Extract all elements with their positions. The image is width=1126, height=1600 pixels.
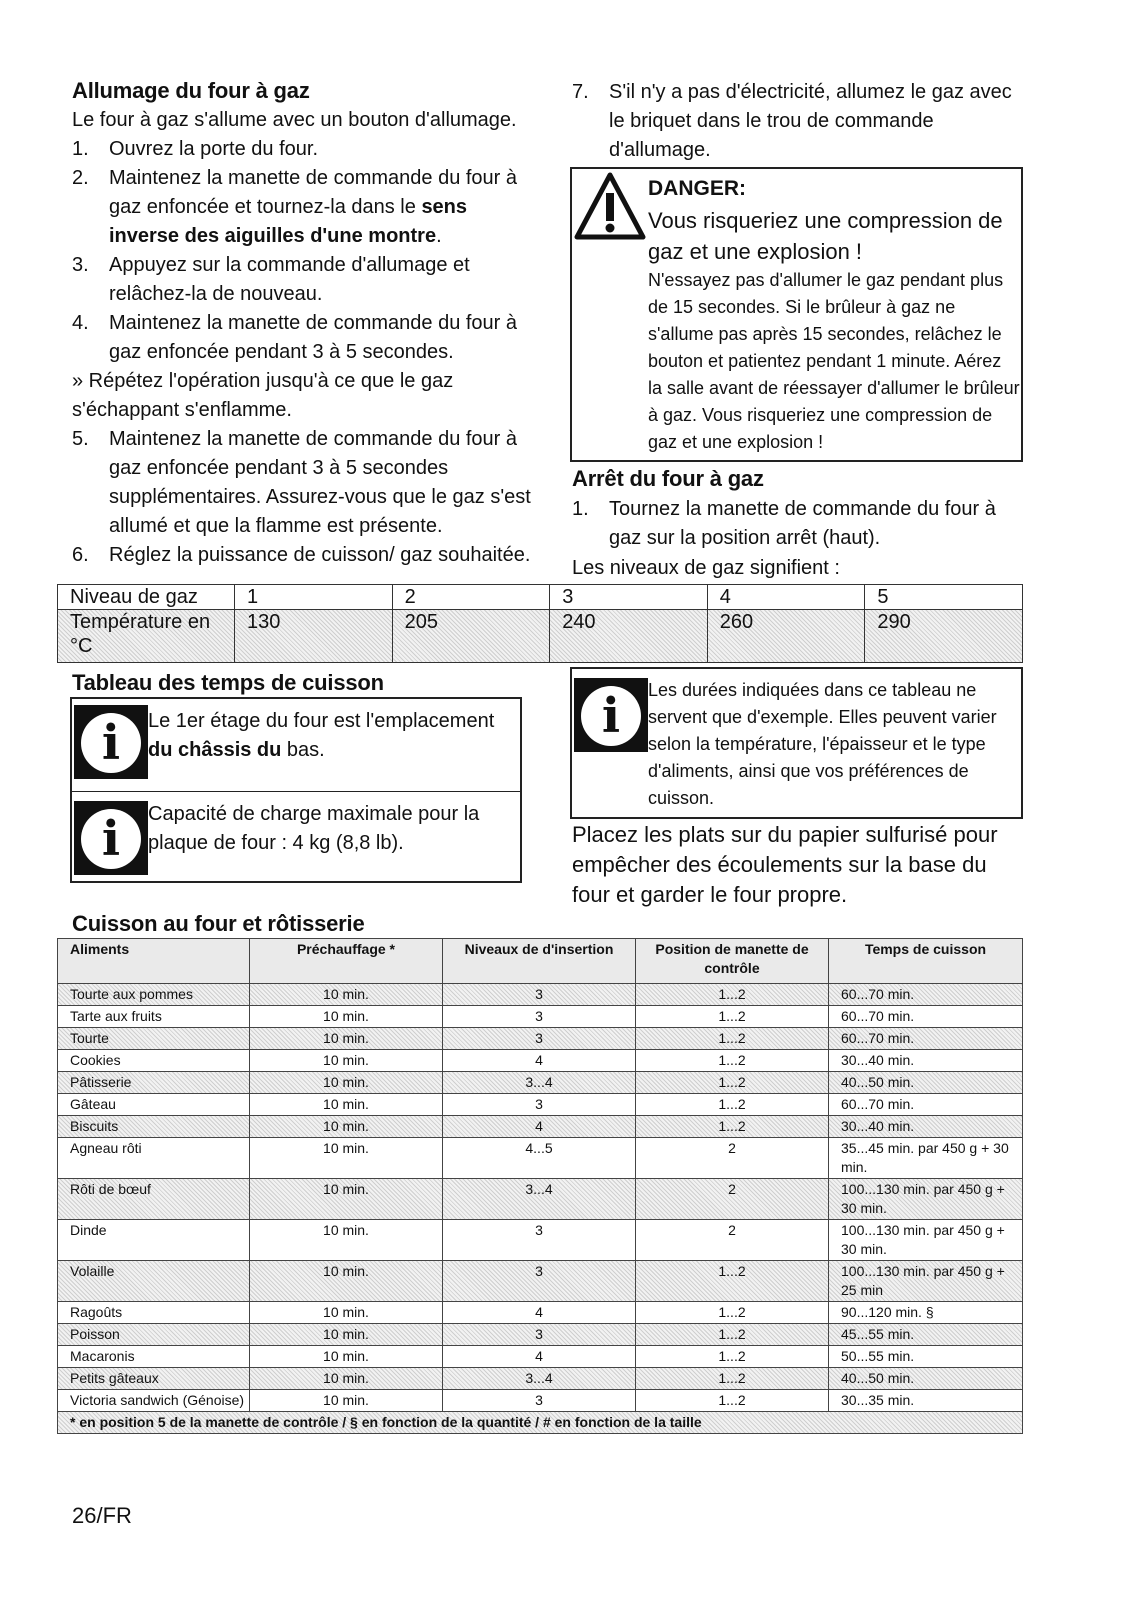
info-text-1: Le 1er étage du four est l'emplacement du châssis du bas. <box>148 710 495 761</box>
step-7: 7. S'il n'y a pas d'électricité, allumez le gaz avec le briquet dans le trou de commande d'allumage. <box>572 81 1012 161</box>
table-row: Petits gâteaux 10 min. 3...4 1...2 40...50 min. <box>58 1368 1023 1390</box>
table-row <box>58 585 1023 610</box>
table-cell: 240 <box>550 610 708 663</box>
gas-level-table <box>57 584 1023 663</box>
table-cell: Température en °C <box>58 610 235 663</box>
table-row: Tourte aux pommes 10 min. 3 1...2 60...70 min. <box>58 984 1023 1006</box>
info-icon: i <box>74 801 148 875</box>
table-header-row <box>58 939 1023 984</box>
list-item: 1. Ouvrez la porte du four. <box>72 138 319 160</box>
placement-text: Placez les plats sur du papier sulfurisé pour empêcher des écoulements sur la base du four et garder le four propre. <box>572 822 998 907</box>
column-header: Préchauffage * <box>250 939 443 984</box>
ignition-intro: Le four à gaz s'allume avec un bouton d'allumage. <box>72 109 517 131</box>
table-cell: 2 <box>392 585 550 610</box>
table-row: Ragoûts 10 min. 4 1...2 90...120 min. § <box>58 1302 1023 1324</box>
list-item: 4. Maintenez la manette de commande du four à gaz enfoncée pendant 3 à 5 secondes. <box>72 312 518 363</box>
section-heading-ignition: Allumage du four à gaz <box>72 78 310 103</box>
table-cell: Niveau de gaz <box>58 585 235 610</box>
table-row <box>58 610 1023 663</box>
list-item: 6. Réglez la puissance de cuisson/ gaz souhaitée. <box>72 544 531 566</box>
column-header: Aliments <box>58 939 250 984</box>
info-box-3 <box>570 667 1023 819</box>
info-icon: i <box>74 705 148 779</box>
section-heading-stop: Arrêt du four à gaz <box>572 466 764 491</box>
list-item: 3. Appuyez sur la commande d'allumage et relâchez-la de nouveau. <box>72 254 470 305</box>
table-row: Cookies 10 min. 4 1...2 30...40 min. <box>58 1050 1023 1072</box>
table-row: Volaille 10 min. 3 1...2 100...130 min. par 450 g + 25 min <box>58 1261 1023 1302</box>
danger-title: DANGER: <box>648 177 746 200</box>
stop-step: 1. Tournez la manette de commande du four à gaz sur la position arrêt (haut). <box>572 498 996 549</box>
danger-box <box>570 167 1023 462</box>
info-icon: i <box>574 678 648 752</box>
page-number: 26/FR <box>72 1503 132 1528</box>
table-footer-row <box>58 1412 1023 1434</box>
table-cell: 130 <box>235 610 393 663</box>
danger-lead: Vous risqueriez une compression de gaz et une explosion ! <box>648 208 1003 264</box>
ignition-note: » Répétez l'opération jusqu'à ce que le gaz s'échappant s'enflamme. <box>72 370 454 421</box>
table-row: Victoria sandwich (Génoise) 10 min. 3 1...2 30...35 min. <box>58 1390 1023 1412</box>
levels-intro: Les niveaux de gaz signifient : <box>572 557 840 579</box>
table-cell: 290 <box>865 610 1023 663</box>
table-row: Gâteau 10 min. 3 1...2 60...70 min. <box>58 1094 1023 1116</box>
info-box-1 <box>70 697 522 792</box>
section-heading-cooking-times: Tableau des temps de cuisson <box>72 670 384 695</box>
danger-body: N'essayez pas d'allumer le gaz pendant plus de 15 secondes. Si le brûleur à gaz ne s'allume pas après 15 secondes, relâchez le bouton et patientez pendant 1 minute. Aérez la salle avant de réessayer d'allumer le brûleur à gaz. Vous risqueriez une compression de gaz et une explosion ! <box>648 270 1020 452</box>
table-row: Pâtisserie 10 min. 3...4 1...2 40...50 min. <box>58 1072 1023 1094</box>
info-text-2: Capacité de charge maximale pour la plaque de four : 4 kg (8,8 lb). <box>148 803 480 854</box>
table-row: Macaronis 10 min. 4 1...2 50...55 min. <box>58 1346 1023 1368</box>
table-cell: 3 <box>550 585 708 610</box>
column-header: Niveaux de d'insertion <box>443 939 636 984</box>
ignition-steps <box>72 135 532 570</box>
column-header: Position de manette de contrôle <box>636 939 829 984</box>
list-item: 5. Maintenez la manette de commande du four à gaz enfoncée pendant 3 à 5 secondes supplémentaires. Assurez-vous que le gaz s'est allumé et que la flamme est présente. <box>72 428 531 537</box>
table-row: Agneau rôti 10 min. 4...5 2 35...45 min. par 450 g + 30 min. <box>58 1138 1023 1179</box>
table-row: Poisson 10 min. 3 1...2 45...55 min. <box>58 1324 1023 1346</box>
table-cell: 205 <box>392 610 550 663</box>
table-row: Biscuits 10 min. 4 1...2 30...40 min. <box>58 1116 1023 1138</box>
info-text-3: Les durées indiquées dans ce tableau ne servent que d'exemple. Elles peuvent varier selon la température, l'épaisseur et le type d'aliments, ainsi que vos préférences de cuisson. <box>648 680 997 808</box>
table-row: Tourte 10 min. 3 1...2 60...70 min. <box>58 1028 1023 1050</box>
table-cell: 260 <box>707 610 865 663</box>
table-cell: 1 <box>235 585 393 610</box>
list-item: 2. Maintenez la manette de commande du four à gaz enfoncée et tournez-la dans le sens inverse des aiguilles d'une montre. <box>72 167 518 247</box>
table-cell: 5 <box>865 585 1023 610</box>
table-row: Rôti de bœuf 10 min. 3...4 2 100...130 min. par 450 g + 30 min. <box>58 1179 1023 1220</box>
table-row: Tarte aux fruits 10 min. 3 1...2 60...70 min. <box>58 1006 1023 1028</box>
info-box-2 <box>70 791 522 883</box>
table-footnote: * en position 5 de la manette de contrôle / § en fonction de la quantité / # en fonction de la taille <box>58 1412 1023 1434</box>
table-cell: 4 <box>707 585 865 610</box>
table-row: Dinde 10 min. 3 2 100...130 min. par 450 g + 30 min. <box>58 1220 1023 1261</box>
section-heading-baking: Cuisson au four et rôtisserie <box>72 911 365 936</box>
baking-table <box>57 938 1023 1434</box>
column-header: Temps de cuisson <box>829 939 1023 984</box>
warning-triangle-icon <box>573 171 647 241</box>
